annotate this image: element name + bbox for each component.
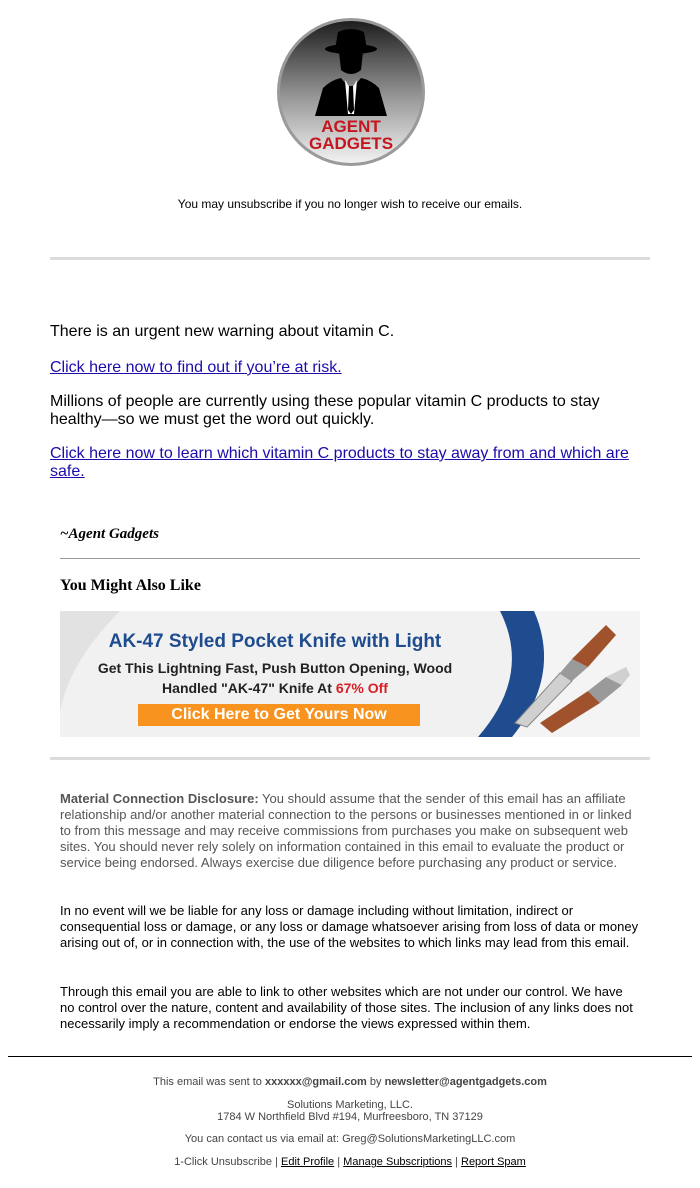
separator: | [334, 1156, 344, 1168]
disclosure-text: You should assume that the sender of this email has an affiliate relationship and/or another material connection to the persons or businesses mentioned in or linked to from this message and may receive commissions from purchases you make on subsequent web sites. You should never rely solely on information contained in this email to evaluate the product or service being endorsed. Always exercise due diligence before purchasing any product or service. [60, 791, 632, 870]
divider-bottom [50, 757, 650, 760]
banner-title: AK-47 Styled Pocket Knife with Light [108, 631, 442, 652]
agent-gadgets-logo[interactable] [275, 16, 427, 168]
logo-text-line1: AGENT [321, 117, 381, 136]
risk-link[interactable]: Click here now to find out if you’re at risk. [50, 359, 342, 376]
you-might-also-like-heading: You Might Also Like [60, 577, 201, 594]
footer-links [0, 1156, 700, 1169]
divider-top [50, 257, 650, 260]
signature: ~Agent Gadgets [60, 526, 159, 542]
material-connection-disclosure [60, 791, 640, 871]
disclosure-label: Material Connection Disclosure: [60, 791, 259, 806]
separator: | [452, 1156, 461, 1168]
sent-to-line [0, 1076, 700, 1089]
get-yours-now-button[interactable]: Click Here to Get Yours Now [138, 704, 420, 726]
separator: | [272, 1156, 281, 1168]
banner-subtitle-line1: Get This Lightning Fast, Push Button Opening, Wood [97, 660, 453, 676]
manage-subscriptions-link[interactable]: Manage Subscriptions [343, 1156, 453, 1168]
report-spam-link[interactable]: Report Spam [461, 1156, 526, 1168]
company-address: 1784 W Northfield Blvd #194, Murfreesboro, TN 37129 [217, 1111, 483, 1123]
external-links-disclaimer: Through this email you are able to link to other websites which are not under our control. We have no control over the nature, content and availability of those sites. The inclusion of any links does not necessarily imply a recommendation or endorse the views expressed within them. [60, 984, 633, 1031]
contact-line: You can contact us via email at: Greg@SolutionsMarketingLLC.com [184, 1133, 516, 1145]
banner-subtitle-line2: Handled "AK-47" Knife At [162, 680, 336, 696]
body-paragraph: Millions of people are currently using these popular vitamin C products to stay healthy—so we must get the word out quickly. [50, 393, 600, 428]
warning-text: There is an urgent new warning about vitamin C. [50, 323, 395, 340]
edit-profile-link[interactable]: Edit Profile [280, 1156, 335, 1168]
sent-by: by [366, 1076, 385, 1088]
discount-percent: 67% Off [335, 680, 388, 696]
divider-signature [60, 558, 640, 559]
footer-divider [8, 1056, 692, 1057]
liability-disclaimer: In no event will we be liable for any loss or damage including without limitation, indirect or consequential loss or damage, or any loss or damage whatsoever arising from loss of data or money arising out of, or in connection with, the use of the websites to which links may lead from this email. [60, 903, 639, 950]
unsubscribe-notice: You may unsubscribe if you no longer wish to receive our emails. [177, 197, 523, 211]
company-name: Solutions Marketing, LLC. [287, 1099, 413, 1111]
banner-subtitle [60, 658, 490, 698]
logo-text-line2: GADGETS [308, 134, 394, 153]
knife-promo-banner[interactable] [60, 611, 640, 737]
one-click-unsubscribe[interactable]: 1-Click Unsubscribe [174, 1156, 272, 1168]
sender-email: newsletter@agentgadgets.com [384, 1076, 547, 1088]
recipient-email: xxxxxx@gmail.com [264, 1076, 367, 1088]
sent-prefix: This email was sent to [153, 1076, 265, 1088]
vitamin-c-products-link[interactable]: Click here now to learn which vitamin C products to stay away from and which are safe. [50, 445, 629, 480]
